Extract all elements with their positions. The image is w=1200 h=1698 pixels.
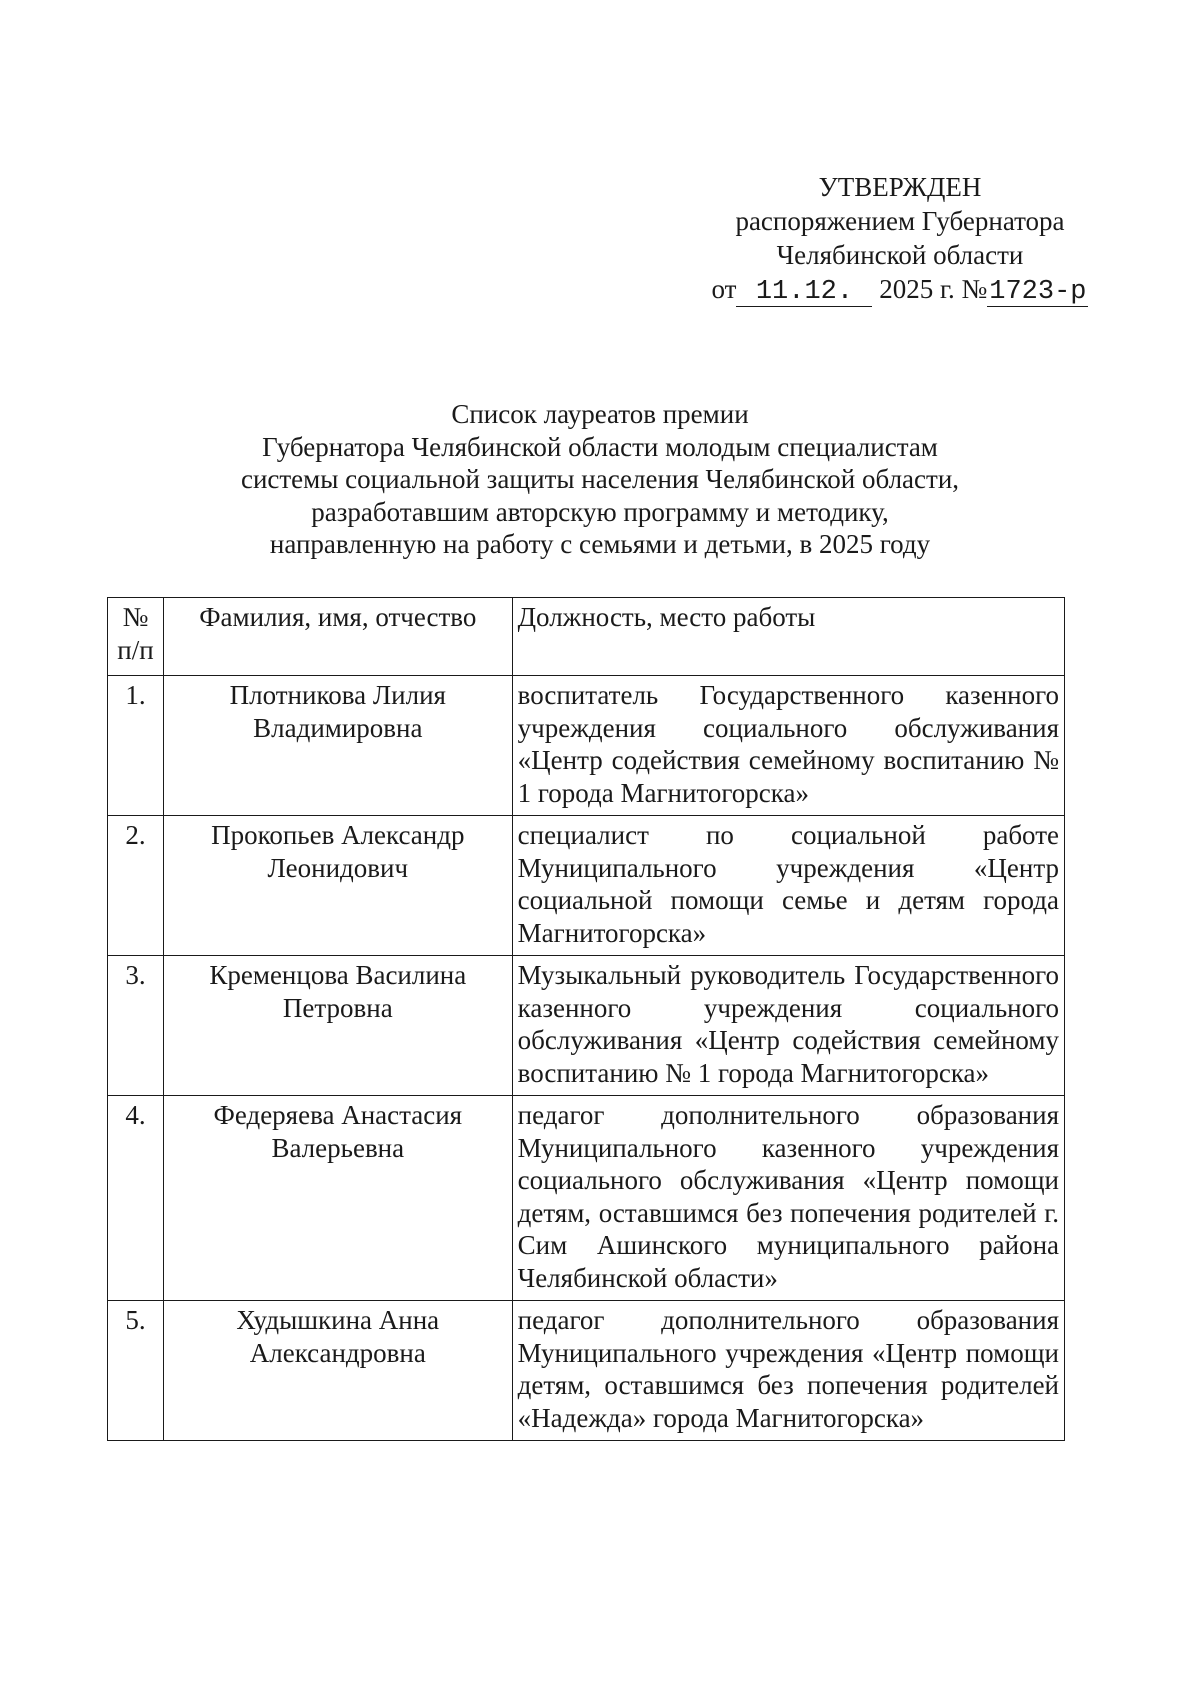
row-position: педагог дополнительного образования Муниципального учреждения «Центр помощи детям, оставшимся без попечения родителей «Надежда» города Магнитогорска» [512,1301,1064,1441]
approval-date-value: 11.12. [736,278,872,307]
title-line: системы социальной защиты населения Челябинской области, [240,464,960,494]
row-name-line: Петровна [282,992,393,1023]
approval-stamp [690,170,1110,307]
title-line: направленную на работу с семьями и детьми, в 2025 году [269,529,931,559]
row-name-line: Худышкина Анна [236,1305,440,1335]
title-line: Губернатора Челябинской области молодым специалистам [262,431,938,462]
row-number: 5. [108,1301,164,1441]
row-name-line: Владимировна [253,712,423,743]
header-name-cell: Фамилия, имя, отчество [163,598,512,676]
header-num-abbr: п/п [117,634,154,665]
table-row [108,956,1065,1096]
approval-order-line: распоряжением Губернатора [735,206,1065,236]
approval-region-line: Челябинской области [776,240,1024,270]
row-position: педагог дополнительного образования Муниципального казенного учреждения социального обслуживания «Центр помощи детям, оставшимся без попечения родителей г. Сим Ашинского муниципального района Челябинской области» [512,1096,1064,1301]
row-number: 4. [108,1096,164,1301]
row-number: 3. [108,956,164,1096]
title-line: Список лауреатов премии [451,399,749,429]
row-name [163,676,512,816]
title-line: разработавшим авторскую программу и методику, [311,496,889,527]
approval-number-value: 1723-р [989,277,1087,307]
header-num-cell [108,598,164,676]
row-number: 2. [108,816,164,956]
row-position: Музыкальный руководитель Государственного казенного учреждения социального обслуживания «Центр содействия семейному воспитанию № 1 города Магнитогорска» [512,956,1064,1096]
row-name [163,816,512,956]
header-position-cell: Должность, место работы [512,598,1064,676]
document-title [100,398,1100,561]
approval-heading: УТВЕРЖДЕН [818,172,982,202]
row-name-line: Кременцова Василина [209,960,467,990]
row-position: воспитатель Государственного казенного учреждения социального обслуживания «Центр содействия семейному воспитанию № 1 города Магнитогорска» [512,676,1064,816]
table-row [108,676,1065,816]
row-position: специалист по социальной работе Муниципального учреждения «Центр социальной помощи семье и детям города Магнитогорска» [512,816,1064,956]
row-name-line: Федеряева Анастасия [213,1100,463,1130]
date-prefix: от [711,274,737,304]
table-row [108,1096,1065,1301]
row-name [163,956,512,1096]
row-name-line: Леонидович [267,852,409,883]
table-header-row [108,598,1065,676]
approval-date-line [690,272,1110,307]
table-row [108,1301,1065,1441]
row-name [163,1096,512,1301]
row-number: 1. [108,676,164,816]
row-name-line: Плотникова Лилия [229,680,446,710]
approval-year-text: 2025 г. № [879,274,988,304]
row-name-line: Александровна [249,1337,426,1368]
row-name-line: Прокопьев Александр [211,820,465,850]
laureates-table [107,597,1065,1441]
row-name [163,1301,512,1441]
table-row [108,816,1065,956]
row-name-line: Валерьевна [271,1132,405,1163]
header-num-symbol: № [122,602,149,632]
